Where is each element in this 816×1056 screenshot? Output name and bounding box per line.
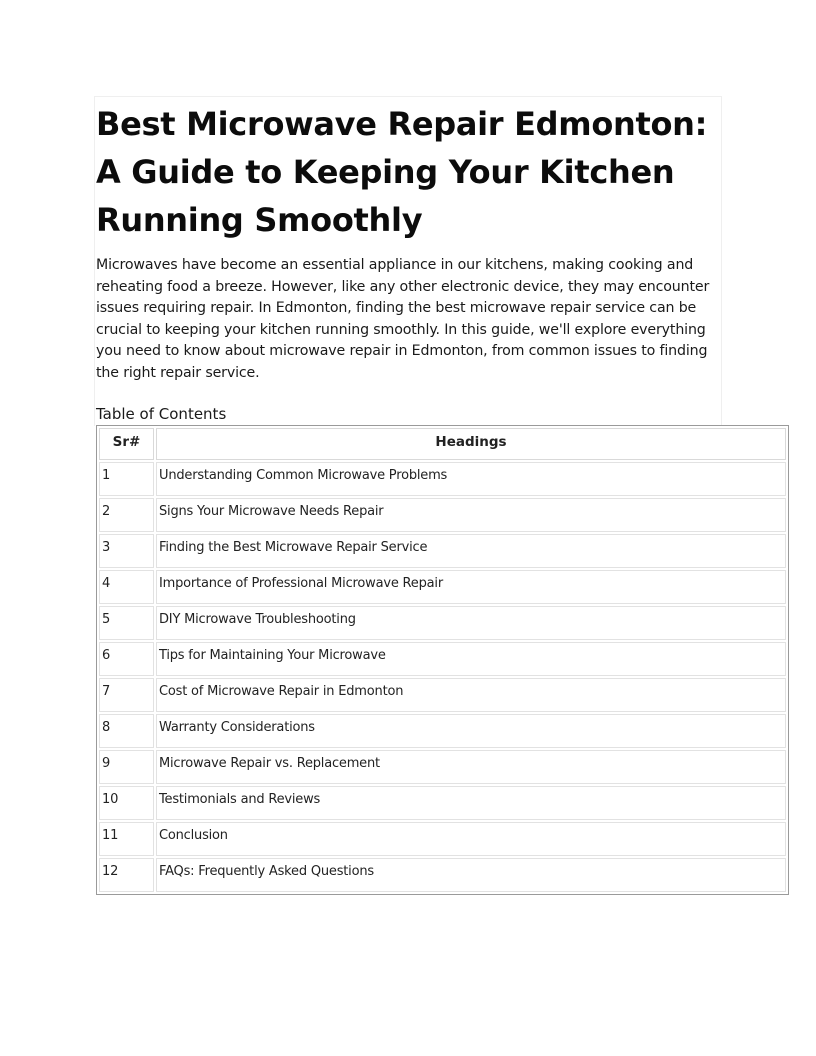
toc-row-heading: Microwave Repair vs. Replacement (156, 750, 786, 784)
toc-row (99, 714, 786, 748)
toc-row-sr: 12 (99, 858, 154, 892)
toc-row-sr: 5 (99, 606, 154, 640)
toc-row (99, 786, 786, 820)
toc-row (99, 606, 786, 640)
toc-row-heading: Signs Your Microwave Needs Repair (156, 498, 786, 532)
toc-row-heading: Testimonials and Reviews (156, 786, 786, 820)
toc-row-sr: 8 (99, 714, 154, 748)
toc-row-sr: 1 (99, 462, 154, 496)
toc-row (99, 822, 786, 856)
toc-row-sr: 6 (99, 642, 154, 676)
toc-row-heading: DIY Microwave Troubleshooting (156, 606, 786, 640)
toc-row-heading: Finding the Best Microwave Repair Service (156, 534, 786, 568)
article-intro-paragraph: Microwaves have become an essential appliance in our kitchens, making cooking and reheating food a breeze. However, like any other electronic device, they may encounter issues requiring repair. In Edmonton, finding the best microwave repair service can be crucial to keeping your kitchen running smoothly. In this guide, we'll explore everything you need to know about microwave repair in Edmonton, from common issues to finding the right repair service. (96, 257, 710, 381)
toc-row-heading: Conclusion (156, 822, 786, 856)
toc-row-sr: 4 (99, 570, 154, 604)
toc-row-sr: 9 (99, 750, 154, 784)
toc-header-sr: Sr# (99, 428, 154, 460)
article-title: Best Microwave Repair Edmonton: A Guide to Keeping Your Kitchen Running Smoothly (96, 105, 708, 239)
toc-row (99, 570, 786, 604)
toc-row-heading: Tips for Maintaining Your Microwave (156, 642, 786, 676)
toc-row-heading: Cost of Microwave Repair in Edmonton (156, 678, 786, 712)
toc-caption: Table of Contents (96, 405, 227, 423)
toc-row-heading: Importance of Professional Microwave Repair (156, 570, 786, 604)
toc-row (99, 462, 786, 496)
toc-row-heading: Understanding Common Microwave Problems (156, 462, 786, 496)
toc-row-sr: 10 (99, 786, 154, 820)
toc-row (99, 534, 786, 568)
toc-row-sr: 7 (99, 678, 154, 712)
toc-row (99, 750, 786, 784)
toc-row (99, 498, 786, 532)
toc-header-row (99, 428, 786, 460)
toc-row-heading: Warranty Considerations (156, 714, 786, 748)
toc-row (99, 858, 786, 892)
toc-row (99, 642, 786, 676)
toc-row-heading: FAQs: Frequently Asked Questions (156, 858, 786, 892)
toc-row (99, 678, 786, 712)
toc-table (96, 425, 789, 895)
toc-row-sr: 3 (99, 534, 154, 568)
toc-row-sr: 11 (99, 822, 154, 856)
toc-row-sr: 2 (99, 498, 154, 532)
toc-header-headings: Headings (156, 428, 786, 460)
